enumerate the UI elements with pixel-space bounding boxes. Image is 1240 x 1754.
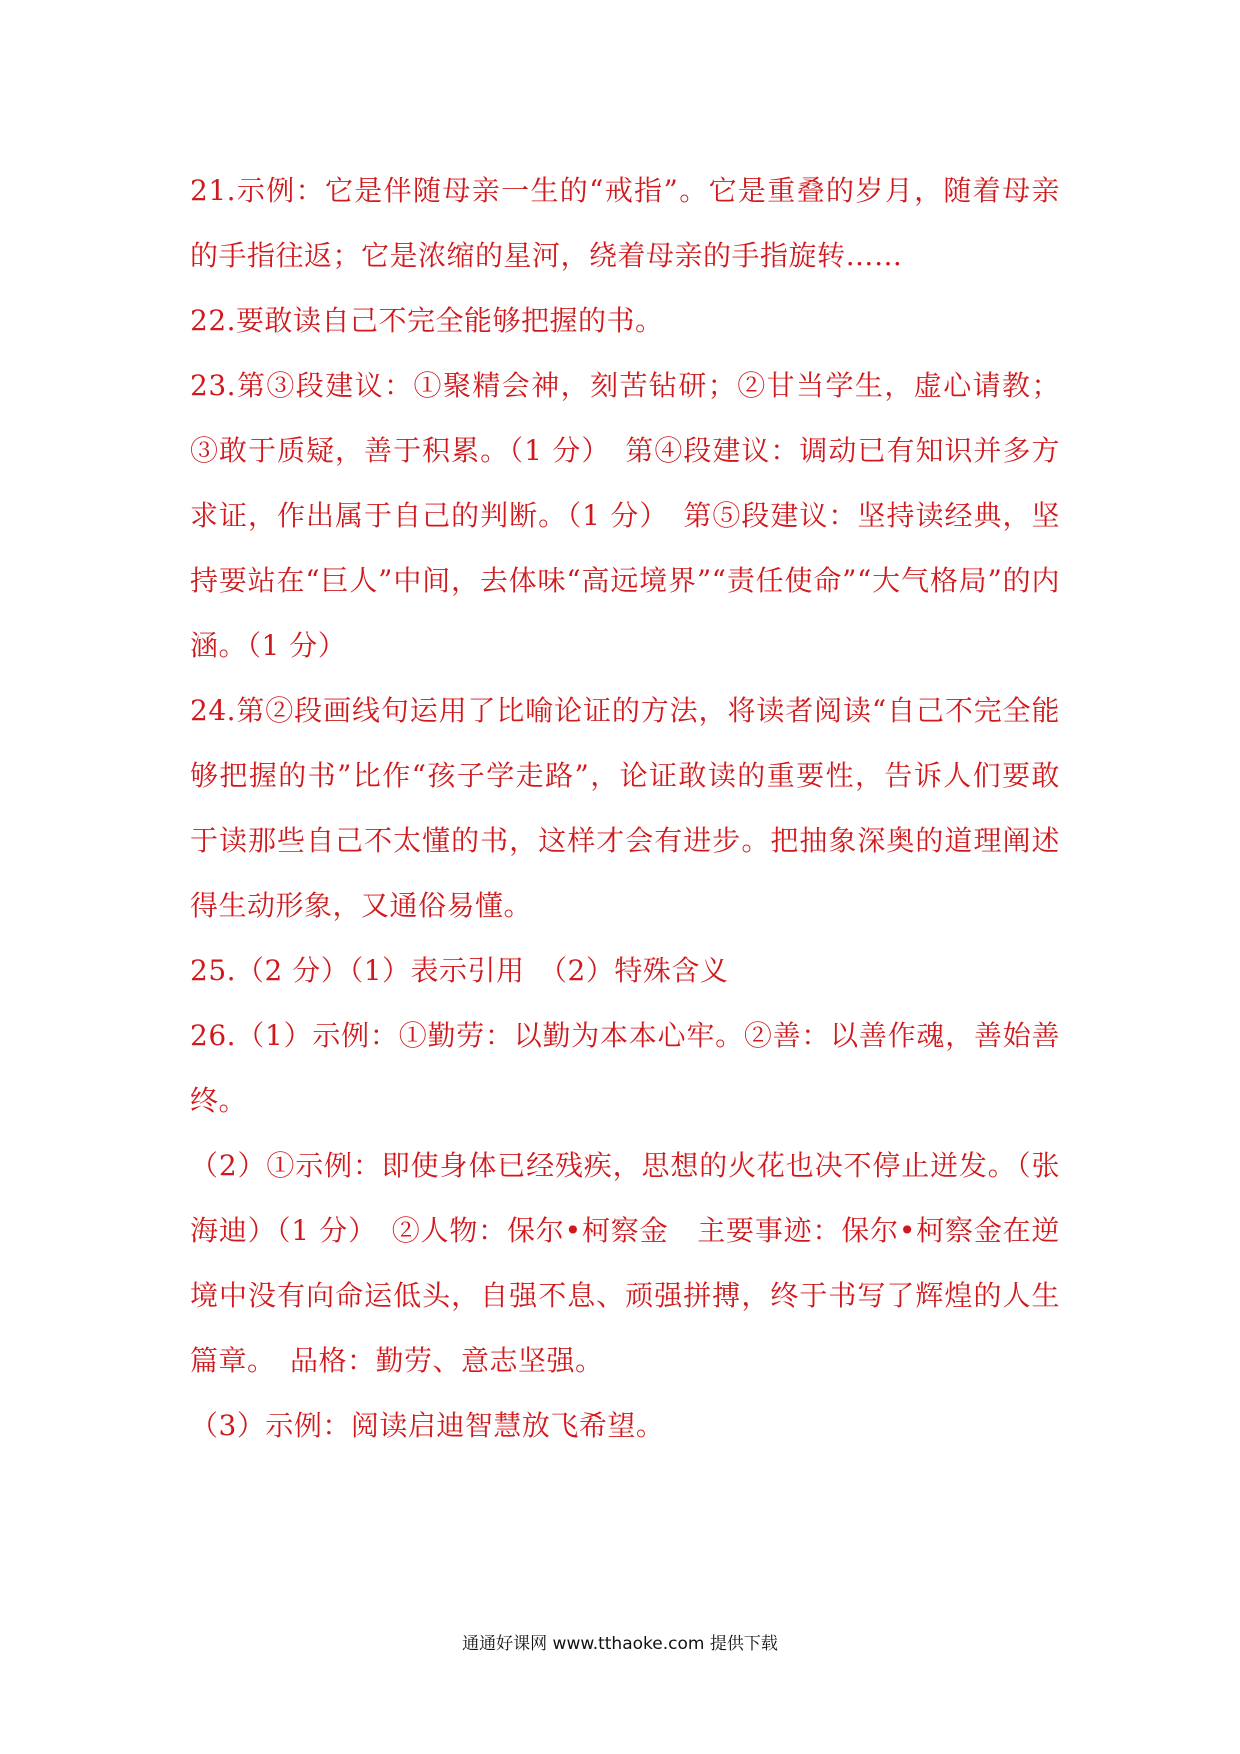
- answer-23: 23.第③段建议：①聚精会神，刻苦钻研；②甘当学生，虚心请教；③敢于质疑，善于积累。（1 分） 第④段建议：调动已有知识并多方求证，作出属于自己的判断。（1 分） 第⑤段建议：坚持读经典，坚持要站在“巨人”中间，去体味“高远境界”“责任使命”“大气格局”的内涵。（1 分）: [190, 369, 1060, 662]
- answer-24: 24.第②段画线句运用了比喻论证的方法，将读者阅读“自己不完全能够把握的书”比作“孩子学走路”，论证敢读的重要性，告诉人们要敢于读那些自己不太懂的书，这样才会有进步。把抽象深奥的道理阐述得生动形象，又通俗易懂。: [190, 694, 1060, 922]
- answer-key: [190, 158, 1060, 1458]
- answer-21: 21.示例：它是伴随母亲一生的“戒指”。它是重叠的岁月，随着母亲的手指往返；它是浓缩的星河，绕着母亲的手指旋转……: [190, 174, 1060, 272]
- page-footer: 通通好课网 www.tthaoke.com 提供下载: [462, 1634, 778, 1654]
- answer-22: 22.要敢读自己不完全能够把握的书。: [190, 304, 664, 337]
- answer-26-part-3: （3）示例：阅读启迪智慧放飞希望。: [190, 1409, 665, 1442]
- answer-26-part-2: （2）①示例：即使身体已经残疾，思想的火花也决不停止迸发。（张海迪）（1 分） ②人物：保尔•柯察金 主要事迹：保尔•柯察金在逆境中没有向命运低头，自强不息、顽强拼搏，终于书写了辉煌的人生篇章。 品格：勤劳、意志坚强。: [190, 1149, 1060, 1377]
- answer-25: 25.（2 分）（1）表示引用 （2）特殊含义: [190, 954, 729, 987]
- answer-26-part-1: 26.（1）示例：①勤劳：以勤为本本心牢。②善：以善作魂，善始善终。: [190, 1019, 1060, 1117]
